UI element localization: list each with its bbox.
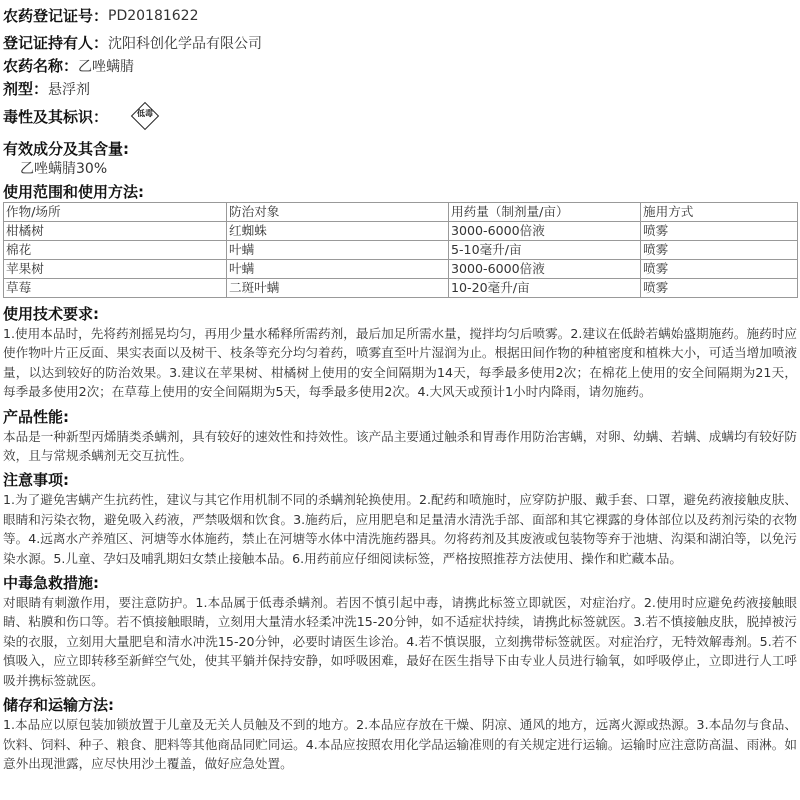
table-row [4, 260, 798, 279]
formulation-value: 悬浮剂 [48, 81, 91, 98]
usage-table [3, 202, 798, 298]
toxicity-label: 毒性及其标识： [3, 107, 109, 126]
toxicity-mark-text: 低毒 [137, 109, 154, 118]
table-cell: 柑橘树 [4, 222, 227, 241]
table-row [4, 279, 798, 298]
table-cell: 喷雾 [641, 279, 798, 298]
registration-row [3, 5, 797, 26]
table-cell: 3000-6000倍液 [449, 260, 641, 279]
table-cell: 喷雾 [641, 222, 798, 241]
holder-value: 沈阳科创化学品有限公司 [108, 35, 263, 52]
storage-label: 储存和运输方法: [3, 696, 114, 715]
table-cell: 3000-6000倍液 [449, 222, 641, 241]
ingredient-value: 乙唑螨腈30% [20, 161, 108, 177]
table-cell: 棉花 [4, 241, 227, 260]
technical-text: 1.使用本品时，先将药剂摇晃均匀，再用少量水稀释所需药剂，最后加足所需水量，搅拌均匀后喷雾。2.建议在低龄若螨始盛期施药。施药时应使作物叶片正反面、果实表面以及树干、枝条等充分均匀着药，喷雾直至叶片湿润为止。根据田间作物的种植密度和植株大小，可适当增加喷液量，以达到较好的防治效果。3.建议在苹果树、柑橘树上使用的安全间隔期为14天，每季最多使用2次；在棉花上使用的安全间隔期为21天，每季最多使用2次；在草莓上使用的安全间隔期为5天，每季最多使用2次。4.大风天或预计1小时内降雨，请勿施药。 [3, 326, 797, 400]
name-row [3, 55, 797, 76]
table-cell: 叶螨 [227, 260, 449, 279]
holder-row [3, 32, 797, 53]
performance-text: 本品是一种新型丙烯腈类杀螨剂，具有较好的速效性和持效性。该产品主要通过触杀和胃毒作用防治害螨，对卵、幼螨、若螨、成螨均有较好防效，且与常规杀螨剂无交互抗性。 [3, 428, 797, 464]
table-header-cell: 用药量（制剂量/亩） [449, 203, 641, 222]
table-cell: 10-20毫升/亩 [449, 279, 641, 298]
precautions-text: 1.为了避免害螨产生抗药性，建议与其它作用机制不同的杀螨剂轮换使用。2.配药和喷施时，应穿防护服、戴手套、口罩，避免药液接触皮肤、眼睛和污染衣物，避免吸入药液，严禁吸烟和饮食。3.施药后，应用肥皂和足量清水清洗手部、面部和其它裸露的身体部位以及药剂污染的衣物等。4.远离水产养殖区、河塘等水体施药，禁止在河塘等水体中清洗施药器具。勿将药剂及其废液或包装物等弃于池塘、沟渠和湖泊等，以免污染水源。5.儿童、孕妇及哺乳期妇女禁止接触本品。6.用药前应仔细阅读标签，严格按照推荐方法使用、操作和贮藏本品。 [3, 492, 797, 566]
table-cell: 二斑叶螨 [227, 279, 449, 298]
precautions-label: 注意事项: [3, 471, 69, 490]
table-cell: 草莓 [4, 279, 227, 298]
table-header-cell: 防治对象 [227, 203, 449, 222]
table-header-row [4, 203, 798, 222]
formulation-row [3, 78, 797, 99]
table-cell: 5-10毫升/亩 [449, 241, 641, 260]
registration-label: 农药登记证号： [3, 7, 109, 25]
technical-label: 使用技术要求: [3, 305, 99, 323]
firstaid-text: 对眼睛有刺激作用，要注意防护。1.本品属于低毒杀螨剂。若因不慎引起中毒，请携此标签立即就医，对症治疗。2.使用时应避免药液接触眼睛、粘膜和伤口等。若不慎接触眼睛，立刻用大量清水轻柔冲洗15-20分钟，如不适症状持续，请携此标签就医。3.若不慎接触皮肤，脱掉被污染的衣服，立刻用大量肥皂和清水冲洗15-20分钟，必要时请医生诊治。4.若不慎误服，立刻携带标签就医。对症治疗，无特效解毒剂。5.若不慎吸入，应立即转移至新鲜空气处，使其平躺并保持安静，如呼吸困难，最好在医生指导下由专业人员进行输氧，如呼吸停止，立即进行人工呼吸并携标签就医。 [3, 595, 797, 688]
table-header-cell: 施用方式 [641, 203, 798, 222]
table-header-cell: 作物/场所 [4, 203, 227, 222]
table-cell: 苹果树 [4, 260, 227, 279]
ingredient-label: 有效成分及其含量: [3, 140, 129, 158]
low-toxicity-diamond-icon [132, 103, 158, 129]
table-row [4, 241, 798, 260]
table-cell: 红蜘蛛 [227, 222, 449, 241]
formulation-label: 剂型： [3, 80, 49, 98]
firstaid-label: 中毒急救措施: [3, 574, 99, 593]
holder-label: 登记证持有人： [3, 34, 109, 52]
registration-value: PD20181622 [108, 7, 199, 24]
toxicity-row [3, 105, 797, 127]
usage-label: 使用范围和使用方法: [3, 183, 144, 201]
name-label: 农药名称： [3, 57, 79, 75]
table-cell: 叶螨 [227, 241, 449, 260]
name-value: 乙唑螨腈 [78, 58, 135, 75]
table-row [4, 222, 798, 241]
table-cell: 喷雾 [641, 241, 798, 260]
table-cell: 喷雾 [641, 260, 798, 279]
storage-text: 1.本品应以原包装加锁放置于儿童及无关人员触及不到的地方。2.本品应存放在干燥、阴凉、通风的地方，远离火源或热源。3.本品勿与食品、饮料、饲料、种子、粮食、肥料等其他商品同贮同运。4.本品应按照农用化学品运输准则的有关规定进行运输。运输时应注意防高温、雨淋。如意外出现泄露，应尽快用沙土覆盖，做好应急处置。 [3, 717, 797, 771]
performance-label: 产品性能: [3, 407, 69, 426]
